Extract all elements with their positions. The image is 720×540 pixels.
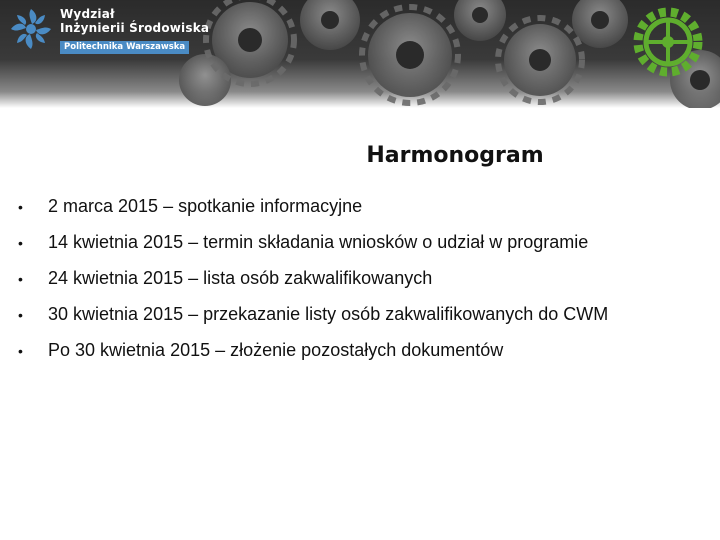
list-item <box>18 196 608 232</box>
header-banner <box>0 0 720 108</box>
bullet-text: 2 marca 2015 – spotkanie informacyjne <box>48 196 363 216</box>
bullet-text: 30 kwietnia 2015 – przekazanie listy osób zakwalifikowanych do CWM <box>48 304 609 324</box>
logo-university-tag: Politechnika Warszawska <box>60 41 189 55</box>
list-item <box>18 340 608 376</box>
bullet-text: Po 30 kwietnia 2015 – złożenie pozostałych dokumentów <box>48 340 504 360</box>
list-item <box>18 232 608 268</box>
bullet-text: 24 kwietnia 2015 – lista osób zakwalifikowanych <box>48 268 433 288</box>
faculty-logo <box>8 6 209 54</box>
logo-line-faculty: Wydział <box>60 7 115 21</box>
bullet-list <box>18 196 608 376</box>
list-item <box>18 304 608 340</box>
bullet-icon: • <box>18 199 23 215</box>
bullet-icon: • <box>18 235 23 251</box>
bullet-text: 14 kwietnia 2015 – termin składania wniosków o udział w programie <box>48 232 589 252</box>
slide-title: Harmonogram <box>366 143 544 168</box>
bullet-icon: • <box>18 343 23 359</box>
bullet-icon: • <box>18 307 23 323</box>
faculty-emblem-icon <box>8 6 54 52</box>
bullet-icon: • <box>18 271 23 287</box>
list-item <box>18 268 608 304</box>
logo-line-department: Inżynierii Środowiska <box>60 20 210 35</box>
